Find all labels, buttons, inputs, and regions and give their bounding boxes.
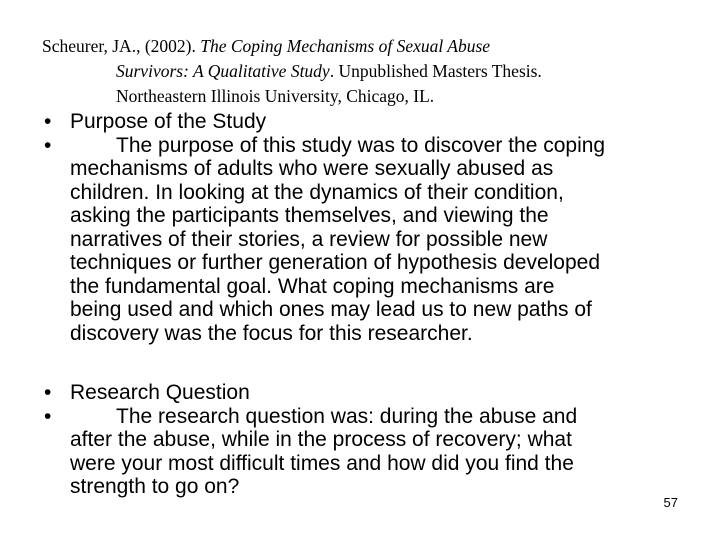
citation-line-1 bbox=[42, 34, 702, 59]
citation-institution: Northeastern Illinois University, Chicago, IL. bbox=[116, 86, 435, 106]
research-paragraph-first-line: The research question was: during the abuse and bbox=[116, 404, 578, 428]
citation-title-part-2: Survivors: A Qualitative Study bbox=[116, 61, 330, 81]
research-question-section bbox=[0, 381, 720, 499]
citation-authors-year: Scheurer, JA., (2002). bbox=[42, 36, 201, 56]
research-heading: Research Question bbox=[70, 381, 250, 404]
citation-thesis-type: . Unpublished Masters Thesis. bbox=[329, 61, 542, 81]
bullet-icon: • bbox=[44, 133, 52, 157]
citation-title-part-1: The Coping Mechanisms of Sexual Abuse bbox=[200, 36, 491, 56]
research-paragraph-row bbox=[0, 405, 720, 499]
research-paragraph-body: after the abuse, while in the process of recovery; what were your most difficult times and how did you find the strength to go on? bbox=[70, 428, 574, 498]
citation-line-2 bbox=[42, 59, 702, 84]
bullet-icon: • bbox=[44, 381, 52, 404]
bullet-icon: • bbox=[44, 404, 52, 428]
purpose-heading-row bbox=[0, 110, 720, 134]
purpose-paragraph-first-line: The purpose of this study was to discover the coping bbox=[116, 133, 606, 157]
bullet-icon: • bbox=[44, 110, 52, 133]
citation bbox=[42, 34, 702, 109]
citation-line-3 bbox=[42, 84, 702, 109]
purpose-section bbox=[0, 110, 720, 345]
slide-number: 57 bbox=[663, 495, 678, 510]
purpose-paragraph-row bbox=[0, 134, 720, 346]
research-heading-row bbox=[0, 381, 720, 405]
purpose-paragraph-body: mechanisms of adults who were sexually abused as children. In looking at the dynamics of their condition, asking the participants themselves, and viewing the narratives of their stories, a review for possible new techniques or further generation of hypothesis developed the fundamental goal. What coping mechanisms are being used and which ones may lead us to new paths of discovery was the focus for this researcher. bbox=[70, 157, 601, 345]
purpose-heading: Purpose of the Study bbox=[70, 110, 267, 133]
